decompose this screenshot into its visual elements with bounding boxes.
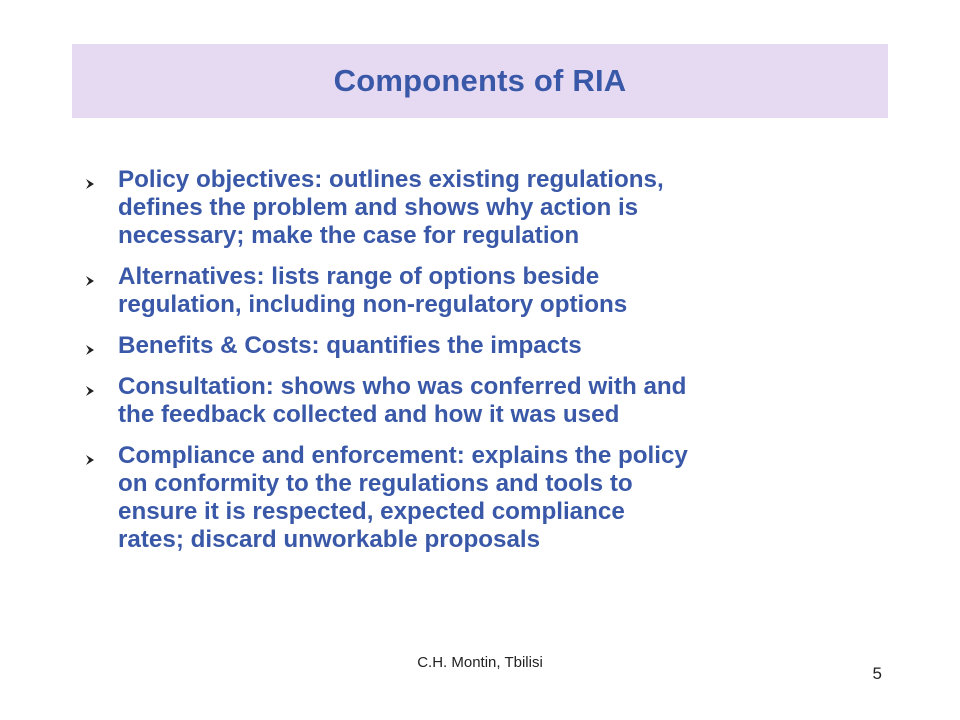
- bullet-line: regulation, including non-regulatory options: [118, 291, 628, 318]
- bullet-item-policy-objectives: [80, 166, 920, 250]
- bullet-line: the feedback collected and how it was used: [118, 401, 620, 428]
- bullet-line: Policy objectives: outlines existing regulations,: [118, 166, 664, 193]
- arrowhead-bullet-icon: [84, 385, 96, 397]
- arrowhead-bullet-icon: [84, 178, 96, 190]
- bullet-list: [80, 166, 920, 567]
- bullet-line: Compliance and enforcement: explains the policy: [118, 442, 688, 469]
- bullet-line: Consultation: shows who was conferred with and: [118, 373, 687, 400]
- bullet-line: defines the problem and shows why action is: [118, 194, 639, 221]
- bullet-line: on conformity to the regulations and tools to: [118, 470, 633, 497]
- slide-title: Components of RIA: [333, 63, 627, 98]
- bullet-item-compliance-enforcement: [80, 442, 920, 554]
- arrowhead-bullet-icon: [84, 275, 96, 287]
- footer-author: C.H. Montin, Tbilisi: [417, 654, 543, 671]
- bullet-item-alternatives: [80, 263, 920, 319]
- bullet-line: rates; discard unworkable proposals: [118, 526, 541, 553]
- title-band: [72, 44, 888, 118]
- bullet-item-benefits-costs: [80, 332, 920, 360]
- bullet-line: necessary; make the case for regulation: [118, 222, 580, 249]
- bullet-line: Benefits & Costs: quantifies the impacts: [118, 332, 582, 359]
- bullet-line: Alternatives: lists range of options beside: [118, 263, 600, 290]
- arrowhead-bullet-icon: [84, 454, 96, 466]
- bullet-line: ensure it is respected, expected compliance: [118, 498, 625, 525]
- arrowhead-bullet-icon: [84, 344, 96, 356]
- page-number: 5: [872, 664, 882, 683]
- bullet-item-consultation: [80, 373, 920, 429]
